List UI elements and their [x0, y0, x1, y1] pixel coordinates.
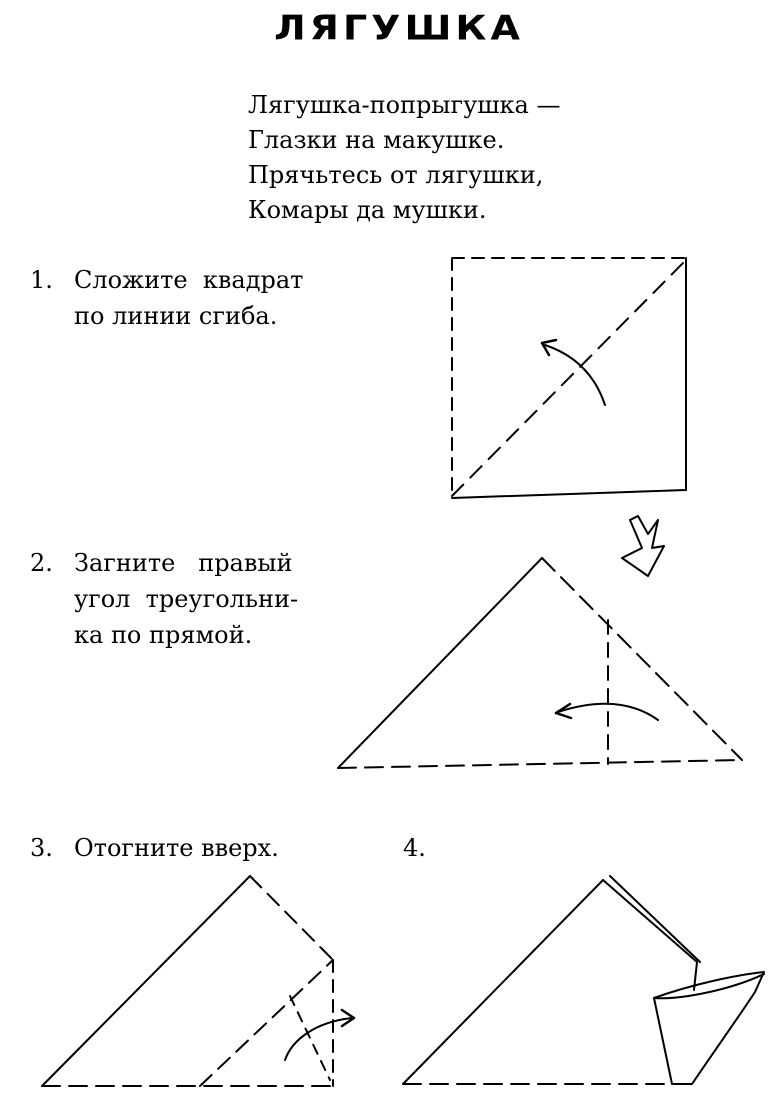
- lifted-corner: [654, 972, 764, 1084]
- step-number: 1.: [30, 266, 53, 294]
- page-title: ЛЯГУШКА: [274, 8, 524, 48]
- inner-flap-edge: [610, 876, 700, 962]
- down-arrow-icon: [622, 516, 664, 576]
- step-number: 2.: [30, 549, 53, 577]
- triangle-left-edge: [338, 558, 542, 768]
- poem-line: Прячьтесь от лягушки,: [248, 161, 544, 189]
- diagonal-fold-line: [452, 260, 686, 496]
- inner-vertical-fold: [290, 996, 330, 1080]
- lifted-corner-fold: [654, 974, 764, 998]
- step-text-line: Отогните вверх.: [74, 834, 279, 862]
- poem-line: Глазки на макушке.: [248, 126, 505, 154]
- step-text-line: угол треугольни-: [74, 585, 299, 613]
- poem-line: Лягушка-попрыгушка —: [248, 91, 561, 119]
- top-dashed-edge: [250, 876, 333, 960]
- figure-4-fold: [403, 876, 764, 1084]
- triangle-right-edge: [542, 558, 742, 760]
- poem-line: Комары да мушки.: [248, 196, 487, 224]
- left-edge: [42, 876, 250, 1086]
- step-text-line: Сложите квадрат: [74, 266, 304, 294]
- figure-3-fold: [42, 876, 354, 1086]
- step-text-line: по линии сгиба.: [74, 302, 278, 330]
- figure-2-triangle: [338, 558, 742, 768]
- step-number: 4.: [403, 834, 426, 862]
- left-edge: [403, 880, 603, 1084]
- lifted-corner-inner: [654, 998, 672, 1084]
- step-number: 3.: [30, 834, 53, 862]
- step-text-line: Загните правый: [74, 549, 293, 577]
- triangle-base: [338, 760, 742, 768]
- figure-1-square: [452, 258, 686, 498]
- step-text-line: ка по прямой.: [74, 621, 253, 649]
- outer-flap-edge: [603, 880, 697, 962]
- inner-fold-line: [200, 960, 333, 1086]
- fold-arrow-curve: [545, 345, 605, 405]
